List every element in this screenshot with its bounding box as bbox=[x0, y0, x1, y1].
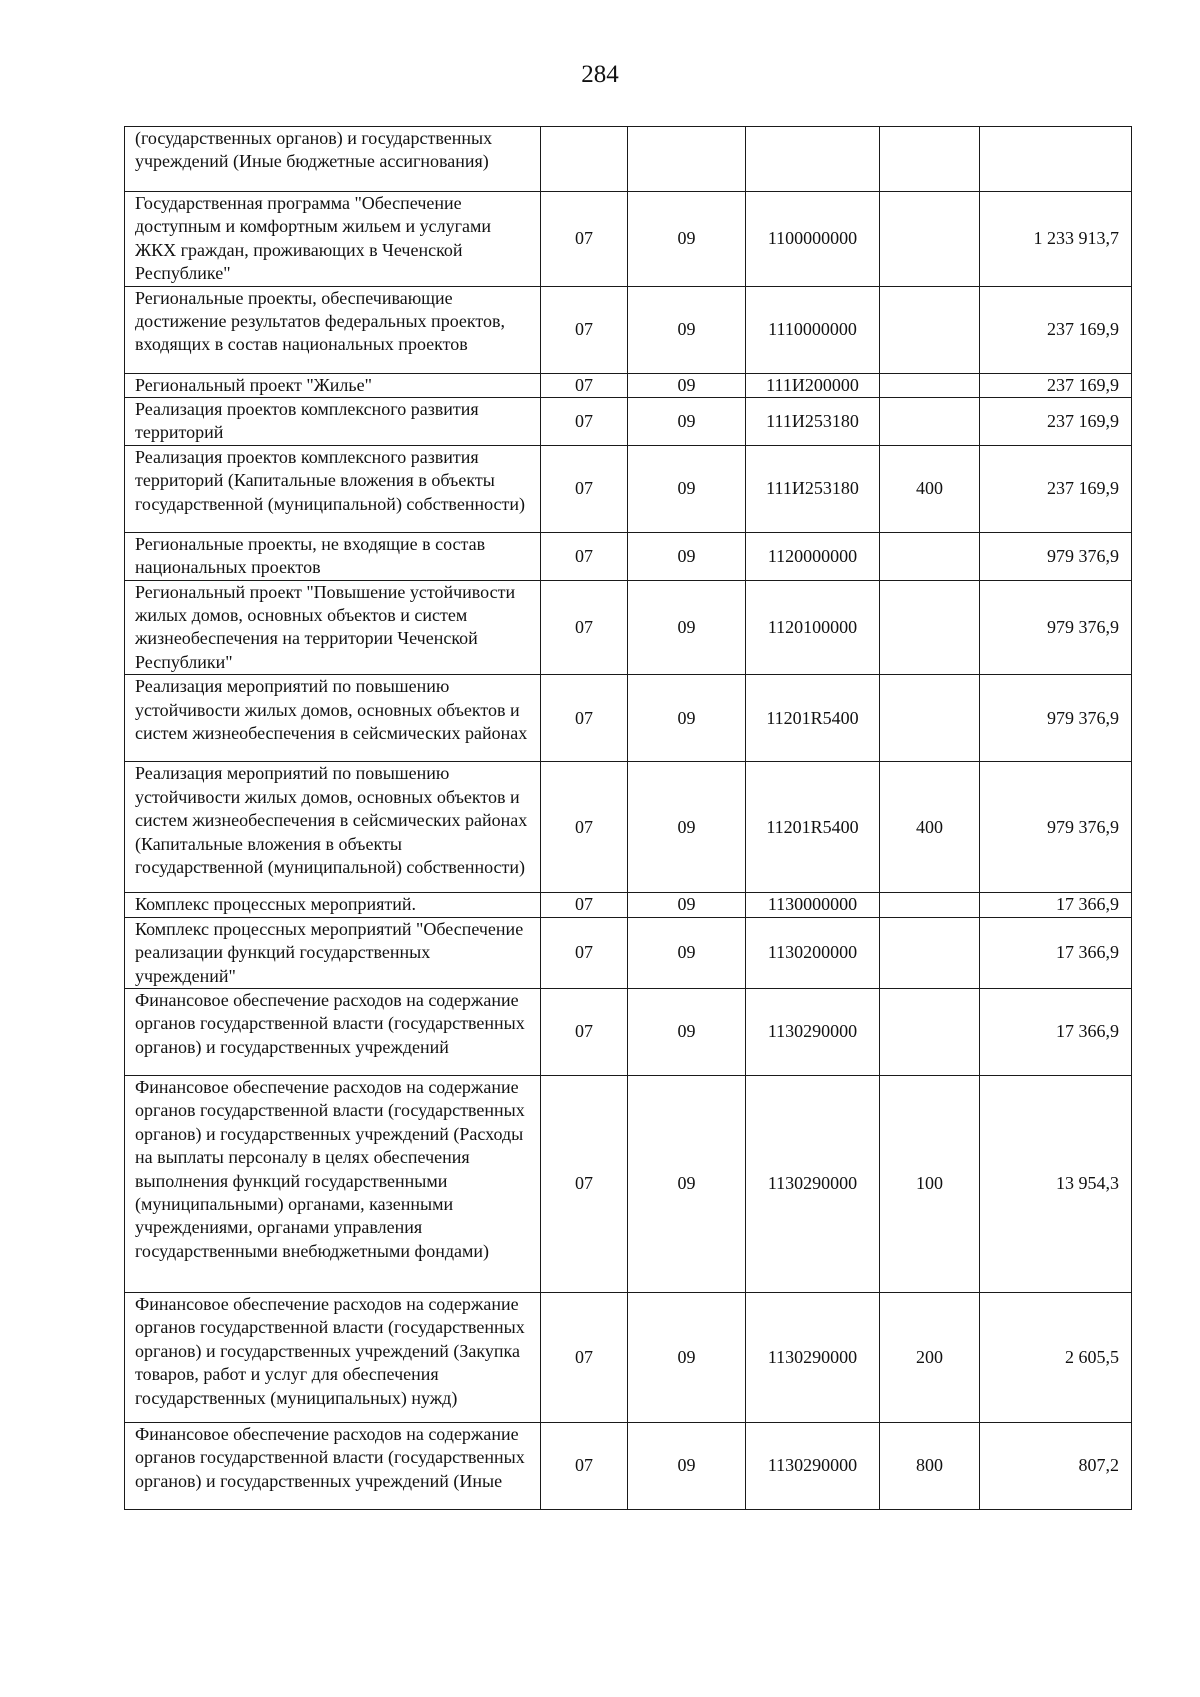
row-name-cell: Финансовое обеспечение расходов на содержание органов государственной власти (государственных органов) и государственных учреждений (Иные bbox=[125, 1422, 541, 1509]
row-name-cell: Комплекс процессных мероприятий. bbox=[125, 893, 541, 917]
table-row bbox=[125, 192, 1132, 287]
table-row bbox=[125, 1422, 1132, 1509]
row-subsection-cell bbox=[628, 127, 746, 192]
row-subsection-cell: 09 bbox=[628, 1075, 746, 1292]
table-row bbox=[125, 286, 1132, 373]
row-section-cell bbox=[541, 127, 628, 192]
row-section-cell: 07 bbox=[541, 398, 628, 446]
row-expense-type-cell bbox=[880, 398, 980, 446]
row-name-cell: Реализация проектов комплексного развития территорий (Капитальные вложения в объекты государственной (муниципальной) собственности) bbox=[125, 445, 541, 532]
row-amount-cell: 13 954,3 bbox=[980, 1075, 1132, 1292]
row-section-cell: 07 bbox=[541, 192, 628, 287]
row-name-cell: Реализация проектов комплексного развития территорий bbox=[125, 398, 541, 446]
row-amount-cell: 17 366,9 bbox=[980, 917, 1132, 988]
row-target-article-cell: 1130290000 bbox=[746, 988, 880, 1075]
row-expense-type-cell bbox=[880, 988, 980, 1075]
table-row bbox=[125, 445, 1132, 532]
row-subsection-cell: 09 bbox=[628, 373, 746, 397]
row-subsection-cell: 09 bbox=[628, 580, 746, 675]
row-expense-type-cell: 400 bbox=[880, 445, 980, 532]
budget-table-body bbox=[125, 127, 1132, 1510]
row-expense-type-cell bbox=[880, 286, 980, 373]
row-subsection-cell: 09 bbox=[628, 675, 746, 762]
row-name-cell: Финансовое обеспечение расходов на содержание органов государственной власти (государственных органов) и государственных учреждений bbox=[125, 988, 541, 1075]
row-section-cell: 07 bbox=[541, 445, 628, 532]
table-row bbox=[125, 893, 1132, 917]
row-subsection-cell: 09 bbox=[628, 988, 746, 1075]
row-expense-type-cell: 800 bbox=[880, 1422, 980, 1509]
row-section-cell: 07 bbox=[541, 893, 628, 917]
table-row bbox=[125, 127, 1132, 192]
row-target-article-cell: 111И253180 bbox=[746, 398, 880, 446]
row-expense-type-cell: 100 bbox=[880, 1075, 980, 1292]
row-target-article-cell: 111И200000 bbox=[746, 373, 880, 397]
row-name-cell: Комплекс процессных мероприятий "Обеспечение реализации функций государственных учреждений" bbox=[125, 917, 541, 988]
row-amount-cell: 2 605,5 bbox=[980, 1292, 1132, 1422]
row-expense-type-cell bbox=[880, 192, 980, 287]
row-expense-type-cell bbox=[880, 675, 980, 762]
table-row bbox=[125, 762, 1132, 893]
row-subsection-cell: 09 bbox=[628, 445, 746, 532]
table-row bbox=[125, 675, 1132, 762]
row-subsection-cell: 09 bbox=[628, 893, 746, 917]
row-amount-cell: 807,2 bbox=[980, 1422, 1132, 1509]
row-amount-cell: 17 366,9 bbox=[980, 988, 1132, 1075]
row-name-cell: (государственных органов) и государственных учреждений (Иные бюджетные ассигнования) bbox=[125, 127, 541, 192]
row-subsection-cell: 09 bbox=[628, 917, 746, 988]
row-subsection-cell: 09 bbox=[628, 192, 746, 287]
row-expense-type-cell bbox=[880, 580, 980, 675]
row-section-cell: 07 bbox=[541, 286, 628, 373]
row-amount-cell: 979 376,9 bbox=[980, 675, 1132, 762]
row-expense-type-cell bbox=[880, 893, 980, 917]
row-expense-type-cell: 200 bbox=[880, 1292, 980, 1422]
row-target-article-cell: 1130000000 bbox=[746, 893, 880, 917]
row-section-cell: 07 bbox=[541, 675, 628, 762]
row-section-cell: 07 bbox=[541, 1422, 628, 1509]
row-section-cell: 07 bbox=[541, 1292, 628, 1422]
row-section-cell: 07 bbox=[541, 532, 628, 580]
row-name-cell: Региональные проекты, обеспечивающие достижение результатов федеральных проектов, входящих в состав национальных проектов bbox=[125, 286, 541, 373]
row-target-article-cell: 1120100000 bbox=[746, 580, 880, 675]
row-amount-cell: 1 233 913,7 bbox=[980, 192, 1132, 287]
row-subsection-cell: 09 bbox=[628, 286, 746, 373]
table-row bbox=[125, 532, 1132, 580]
row-subsection-cell: 09 bbox=[628, 762, 746, 893]
row-amount-cell: 237 169,9 bbox=[980, 286, 1132, 373]
row-section-cell: 07 bbox=[541, 373, 628, 397]
row-amount-cell: 17 366,9 bbox=[980, 893, 1132, 917]
row-expense-type-cell bbox=[880, 532, 980, 580]
row-name-cell: Региональный проект "Жилье" bbox=[125, 373, 541, 397]
table-row bbox=[125, 373, 1132, 397]
row-target-article-cell: 1130290000 bbox=[746, 1075, 880, 1292]
row-target-article-cell: 1130290000 bbox=[746, 1292, 880, 1422]
table-row bbox=[125, 917, 1132, 988]
row-amount-cell: 979 376,9 bbox=[980, 580, 1132, 675]
table-row bbox=[125, 1075, 1132, 1292]
row-section-cell: 07 bbox=[541, 1075, 628, 1292]
row-target-article-cell: 1130290000 bbox=[746, 1422, 880, 1509]
row-amount-cell: 237 169,9 bbox=[980, 445, 1132, 532]
row-subsection-cell: 09 bbox=[628, 398, 746, 446]
table-row bbox=[125, 580, 1132, 675]
row-amount-cell: 979 376,9 bbox=[980, 532, 1132, 580]
table-row bbox=[125, 988, 1132, 1075]
row-target-article-cell: 1130200000 bbox=[746, 917, 880, 988]
row-name-cell: Реализация мероприятий по повышению устойчивости жилых домов, основных объектов и систем жизнеобеспечения в сейсмических районах bbox=[125, 675, 541, 762]
row-name-cell: Региональные проекты, не входящие в состав национальных проектов bbox=[125, 532, 541, 580]
row-target-article-cell: 1110000000 bbox=[746, 286, 880, 373]
row-amount-cell: 237 169,9 bbox=[980, 398, 1132, 446]
row-amount-cell: 979 376,9 bbox=[980, 762, 1132, 893]
row-expense-type-cell bbox=[880, 373, 980, 397]
row-target-article-cell: 111И253180 bbox=[746, 445, 880, 532]
row-name-cell: Финансовое обеспечение расходов на содержание органов государственной власти (государственных органов) и государственных учреждений (Расходы на выплаты персоналу в целях обеспечения выполнения функций государственными (муниципальными) органами, казенными учреждениями, органами управления государственными внебюджетными фондами) bbox=[125, 1075, 541, 1292]
table-row bbox=[125, 398, 1132, 446]
row-section-cell: 07 bbox=[541, 988, 628, 1075]
row-name-cell: Государственная программа "Обеспечение доступным и комфортным жильем и услугами ЖКХ граждан, проживающих в Чеченской Республике" bbox=[125, 192, 541, 287]
row-section-cell: 07 bbox=[541, 580, 628, 675]
row-name-cell: Реализация мероприятий по повышению устойчивости жилых домов, основных объектов и систем жизнеобеспечения в сейсмических районах (Капитальные вложения в объекты государственной (муниципальной) собственности) bbox=[125, 762, 541, 893]
row-target-article-cell bbox=[746, 127, 880, 192]
page-number: 284 bbox=[581, 61, 619, 88]
row-target-article-cell: 1120000000 bbox=[746, 532, 880, 580]
row-target-article-cell: 11201R5400 bbox=[746, 762, 880, 893]
row-expense-type-cell bbox=[880, 917, 980, 988]
row-subsection-cell: 09 bbox=[628, 532, 746, 580]
table-row bbox=[125, 1292, 1132, 1422]
row-expense-type-cell bbox=[880, 127, 980, 192]
row-section-cell: 07 bbox=[541, 917, 628, 988]
row-name-cell: Региональный проект "Повышение устойчивости жилых домов, основных объектов и систем жизнеобеспечения на территории Чеченской Республики" bbox=[125, 580, 541, 675]
row-target-article-cell: 1100000000 bbox=[746, 192, 880, 287]
budget-table bbox=[124, 126, 1132, 1510]
row-name-cell: Финансовое обеспечение расходов на содержание органов государственной власти (государственных органов) и государственных учреждений (Закупка товаров, работ и услуг для обеспечения государственных (муниципальных) нужд) bbox=[125, 1292, 541, 1422]
row-target-article-cell: 11201R5400 bbox=[746, 675, 880, 762]
row-amount-cell: 237 169,9 bbox=[980, 373, 1132, 397]
row-section-cell: 07 bbox=[541, 762, 628, 893]
row-subsection-cell: 09 bbox=[628, 1422, 746, 1509]
row-amount-cell bbox=[980, 127, 1132, 192]
row-expense-type-cell: 400 bbox=[880, 762, 980, 893]
row-subsection-cell: 09 bbox=[628, 1292, 746, 1422]
